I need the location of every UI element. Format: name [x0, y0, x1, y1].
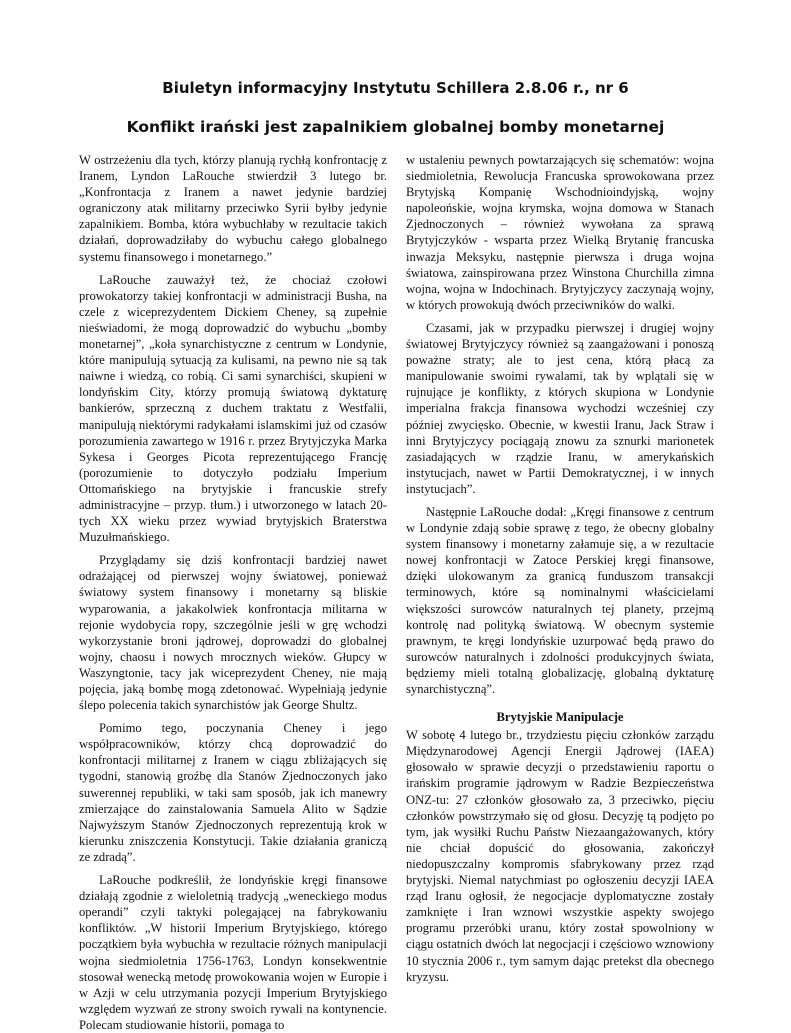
paragraph: LaRouche zauważył też, że chociaż czołowi prowokatorzy takiej konfrontacji w administracji Busha, na czele z wiceprezydentem Dickiem Cheney, są zupełnie nieświadomi, że mogą doprowadzić do wybuchu „bomby monetarnej”, „koła synarchistyczne z centrum w Londynie, które manipulują sytuacją za kulisami, na pewno nie są tak naiwne i wiedzą, co robią. Ci sami synarchiści, skupieni w londyńskim City, którzy promują światową dyktaturę bankierów, sprzeczną z duchem traktatu z Westfalii, manipulują niektórymi radykałami islamskimi już od czasów porozumienia zawartego w 1916 r. przez Brytyjczyka Marka Sykesa i Georges Picota reprezentującego Francję (porozumienie to dotyczyło podziału Imperium Ottomańskiego na brytyjskie i francuskie strefy administracyjne – przyp. tłum.) i utworzonego w latach 20-tych XX wieku przez wywiad brytyjskich Braterstwa Muzułmańskiego.: [79, 272, 387, 545]
bulletin-title: Biuletyn informacyjny Instytutu Schillera 2.8.06 r., nr 6: [162, 79, 629, 97]
paragraph: Przyglądamy się dziś konfrontacji bardziej nawet odrażającej od pierwszej wojny światowej, ponieważ światowy system finansowy i monetarny są bliskie wyparowania, a jakakolwiek konfrontacja militarna w rejonie wydobycia ropy, szczególnie jeśli w grę wchodzi wykorzystanie broni jądrowej, doprowadzi do globalnej wojny, chaosu i nowych mrocznych wieków. Głupcy w Waszyngtonie, tacy jak wiceprezydent Cheney, nie mają pojęcia, jaką bombę mogą zdetonować. Wypełniają jedynie ślepo polecenia takich synarchistów jak George Shultz.: [79, 553, 387, 713]
paragraph: W sobotę 4 lutego br., trzydziestu pięciu członków zarządu Międzynarodowej Agencji Energii Jądrowej (IAEA) głosowało w sprawie decyzji o przedstawieniu raportu o irańskim programie jądrowym w Radzie Bezpieczeństwa ONZ-tu: 27 członków głosowało za, 3 przeciwko, pięciu członków powstrzymało się od głosu. Decyzję tą podjęto po tym, jak wysiłki Ruchu Państw Niezaangażowanych, który nie chciał dopuścić do głosowania, zakończył niedopuszczalny kompromis sfabrykowany przez rząd brytyjski. Niemal natychmiast po ogłoszeniu decyzji IAEA rząd Iranu ogłosił, że negocjacje dyplomatyczne zostały zamknięte i Iran wznowi wszystkie aspekty swojego programu przeróbki uranu, który został spowolniony w ciągu ostatnich dwóch lat negocjacji i częściowo wznowiony 10 stycznia 2006 r., tym samym dając pretekst dla obecnego kryzysu.: [406, 728, 714, 984]
paragraph: Następnie LaRouche dodał: „Kręgi finansowe z centrum w Londynie zdają sobie sprawę z tego, że obecny globalny system finansowy i monetarny załamuje się, a w rezultacie nowej konfrontacji w Zatoce Perskiej kręgi finansowe, dzięki ulokowanym za granicą funduszom transakcji terminowych, które są nominalnymi właścicielami większości surowców naturalnych tej planety, przejmą kontrolę nad polityką światową. W obecnym systemie prawnym, te kręgi londyńskie uzurpować będą prawo do surowców naturalnych i zdolności produkcyjnych świata, będziemy mieli totalną globalizację, globalną dyktaturę synarchistyczną”.: [406, 504, 714, 696]
paragraph: W ostrzeżeniu dla tych, którzy planują rychłą konfrontację z Iranem, Lyndon LaRouche stwierdził 3 lutego br. „Konfrontacja z Iranem a nawet jedynie bardziej ograniczony atak militarny przeciwko Syrii byłby jedynie zapalnikiem. Bomba, która wybuchłaby w rezultacie takich działań, doprowadziłaby do wybuchu całego globalnego systemu finansowego i monetarnego.”: [79, 153, 387, 264]
paragraph: w ustaleniu pewnych powtarzających się schematów: wojna siedmioletnia, Rewolucja Francuska sprowokowana przez Brytyjską Kompanię Wschodnioindyjską, wojny napoleońskie, wojna krymska, wojna domowa w Stanach Zjednoczonych – również wywołana za sprawą Brytyjczyków - wsparta przez Wielką Brytanię francuska inwazja Meksyku, następnie pierwsza i druga wojna światowa, zainspirowana przez Winstona Churchilla zimna wojna, wojna w Indochinach. Brytyjczycy zaczynają wojny, w których prowokują dwóch przeciwników do walki.: [406, 153, 714, 312]
paragraph: Pomimo tego, poczynania Cheney i jego współpracowników, którzy chcą doprowadzić do konfrontacji militarnej z Iranem w ciągu zbliżających się tygodni, stanowią groźbę dla Stanów Zjednoczonych jako suwerennej republiki, w taki sam sposób, jak ich manewry zmierzające do zainstalowania Samuela Alito w Sądzie Najwyższym Stanów Zjednoczonych reprezentują krok w kierunku zniszczenia Konstytucji. Takie działania graniczą ze zdradą”.: [79, 721, 387, 864]
paragraph: LaRouche podkreślił, że londyńskie kręgi finansowe działają zgodnie z wieloletnią tradycją „weneckiego modus operandi” czyli taktyki polegającej na fabrykowaniu konfliktów. „W historii Imperium Brytyjskiego, którego początkiem była wybuchła w rezultacie różnych manipulacji wojna siedmioletnia 1756-1763, Londyn konsekwentnie stosował wenecką metodę prowokowania wojen w Europie i w Azji w celu utrzymania pozycji Imperium Brytyjskiego względem wyzwań ze strony swoich rywali na kontynencie. Polecam studiowanie historii, pomaga to: [79, 873, 387, 1032]
left-column: [79, 152, 387, 1032]
section-heading: Brytyjskie Manipulacje: [496, 710, 624, 725]
article-title: Konflikt irański jest zapalnikiem globalnej bomby monetarnej: [126, 118, 665, 136]
paragraph: Czasami, jak w przypadku pierwszej i drugiej wojny światowej Brytyjczycy również są zaangażowani i ponoszą poważne straty; ale to jest cena, którą płacą za manipulowanie swoimi rywalami, tak by wplątali się w rujnujące je konflikty, z których skupiona w Londynie imperialna frakcja finansowa wychodzi wcześniej czy później zwycięsko. Obecnie, w kwestii Iranu, Jack Straw i inni Brytyjczycy pociągają znowu za sznurki marionetek zasiadających w rządzie Iranu, w amerykańskich instytucjach, nawet w Partii Demokratycznej, i w innych instytucjach”.: [406, 320, 714, 496]
right-column: [406, 152, 714, 1012]
